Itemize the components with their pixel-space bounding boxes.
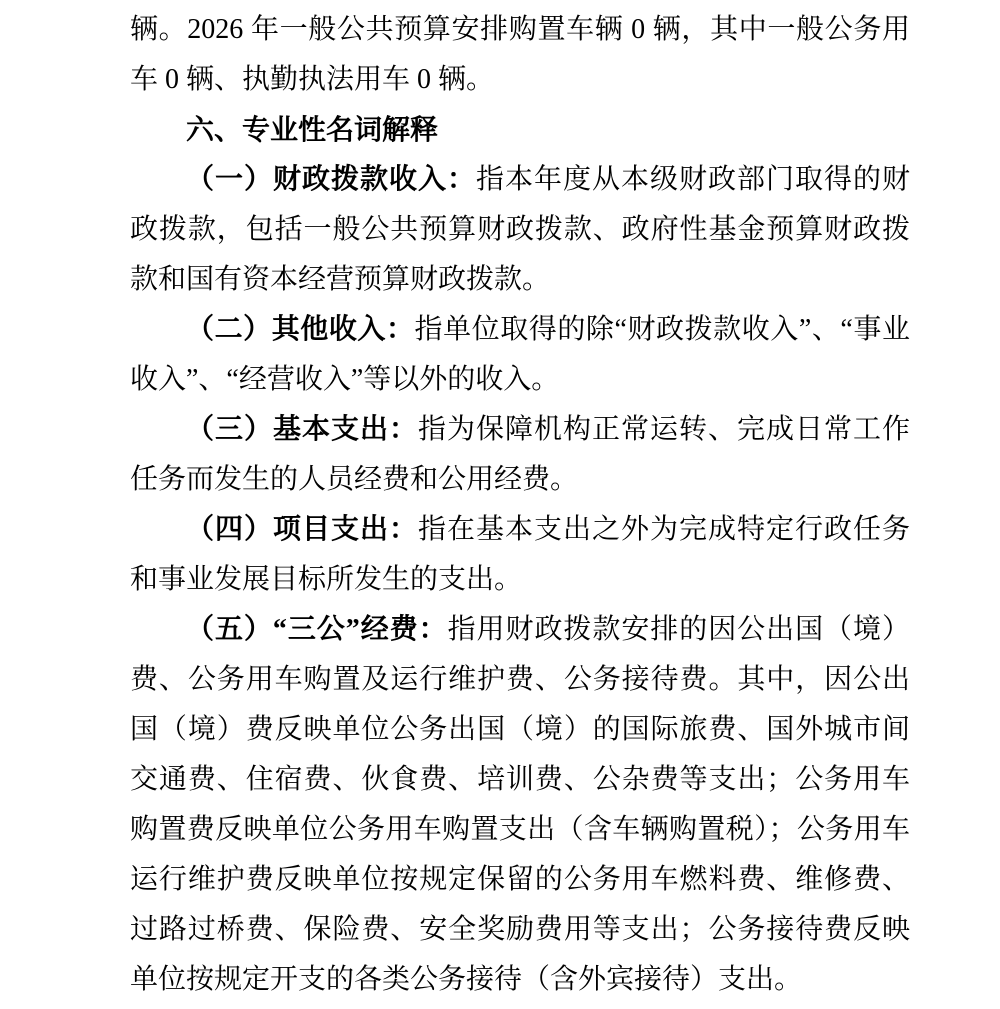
- term-label: （三）基本支出：: [186, 414, 418, 445]
- term-definition-text: 指为保障机构正常运转、完成日常工作任务而发生的人员经费和公用经费。: [130, 414, 910, 495]
- paragraph-text: 辆。2026 年一般公共预算安排购置车辆 0 辆，其中一般公务用车 0 辆、执勤执法用车 0 辆。: [130, 14, 910, 95]
- paragraph-term-three-public-funds: [130, 605, 910, 1005]
- term-label: （四）项目支出：: [186, 514, 418, 545]
- term-definition-text: 指用财政拨款安排的因公出国（境）费、公务用车购置及运行维护费、公务接待费。其中，因公出国（境）费反映单位公务出国（境）的国际旅费、国外城市间交通费、住宿费、伙食费、培训费、公杂费等支出；公务用车购置费反映单位公务用车购置支出（含车辆购置税）；公务用车运行维护费反映单位按规定保留的公务用车燃料费、维修费、过路过桥费、保险费、安全奖励费用等支出；公务接待费反映单位按规定开支的各类公务接待（含外宾接待）支出。: [130, 614, 910, 995]
- term-definition-text: 指本年度从本级财政部门取得的财政拨款，包括一般公共预算财政拨款、政府性基金预算财政拨款和国有资本经营预算财政拨款。: [130, 164, 910, 295]
- paragraph-term-project-expenditure: [130, 505, 910, 605]
- term-label: （五）“三公”经费：: [186, 614, 448, 645]
- paragraph-term-other-income: [130, 305, 910, 405]
- term-label: （一）财政拨款收入：: [186, 164, 476, 195]
- paragraph-term-basic-expenditure: [130, 405, 910, 505]
- term-label: （二）其他收入：: [186, 314, 415, 345]
- term-definition-text: 指单位取得的除“财政拨款收入”、“事业收入”、“经营收入”等以外的收入。: [130, 314, 910, 395]
- section-heading-terminology: [130, 105, 910, 155]
- paragraph-term-fiscal-appropriation-income: [130, 155, 910, 305]
- term-definition-text: 指在基本支出之外为完成特定行政任务和事业发展目标所发生的支出。: [130, 514, 910, 595]
- section-heading-text: 六、专业性名词解释: [186, 114, 439, 145]
- paragraph-vehicle-budget-continuation: [130, 5, 910, 105]
